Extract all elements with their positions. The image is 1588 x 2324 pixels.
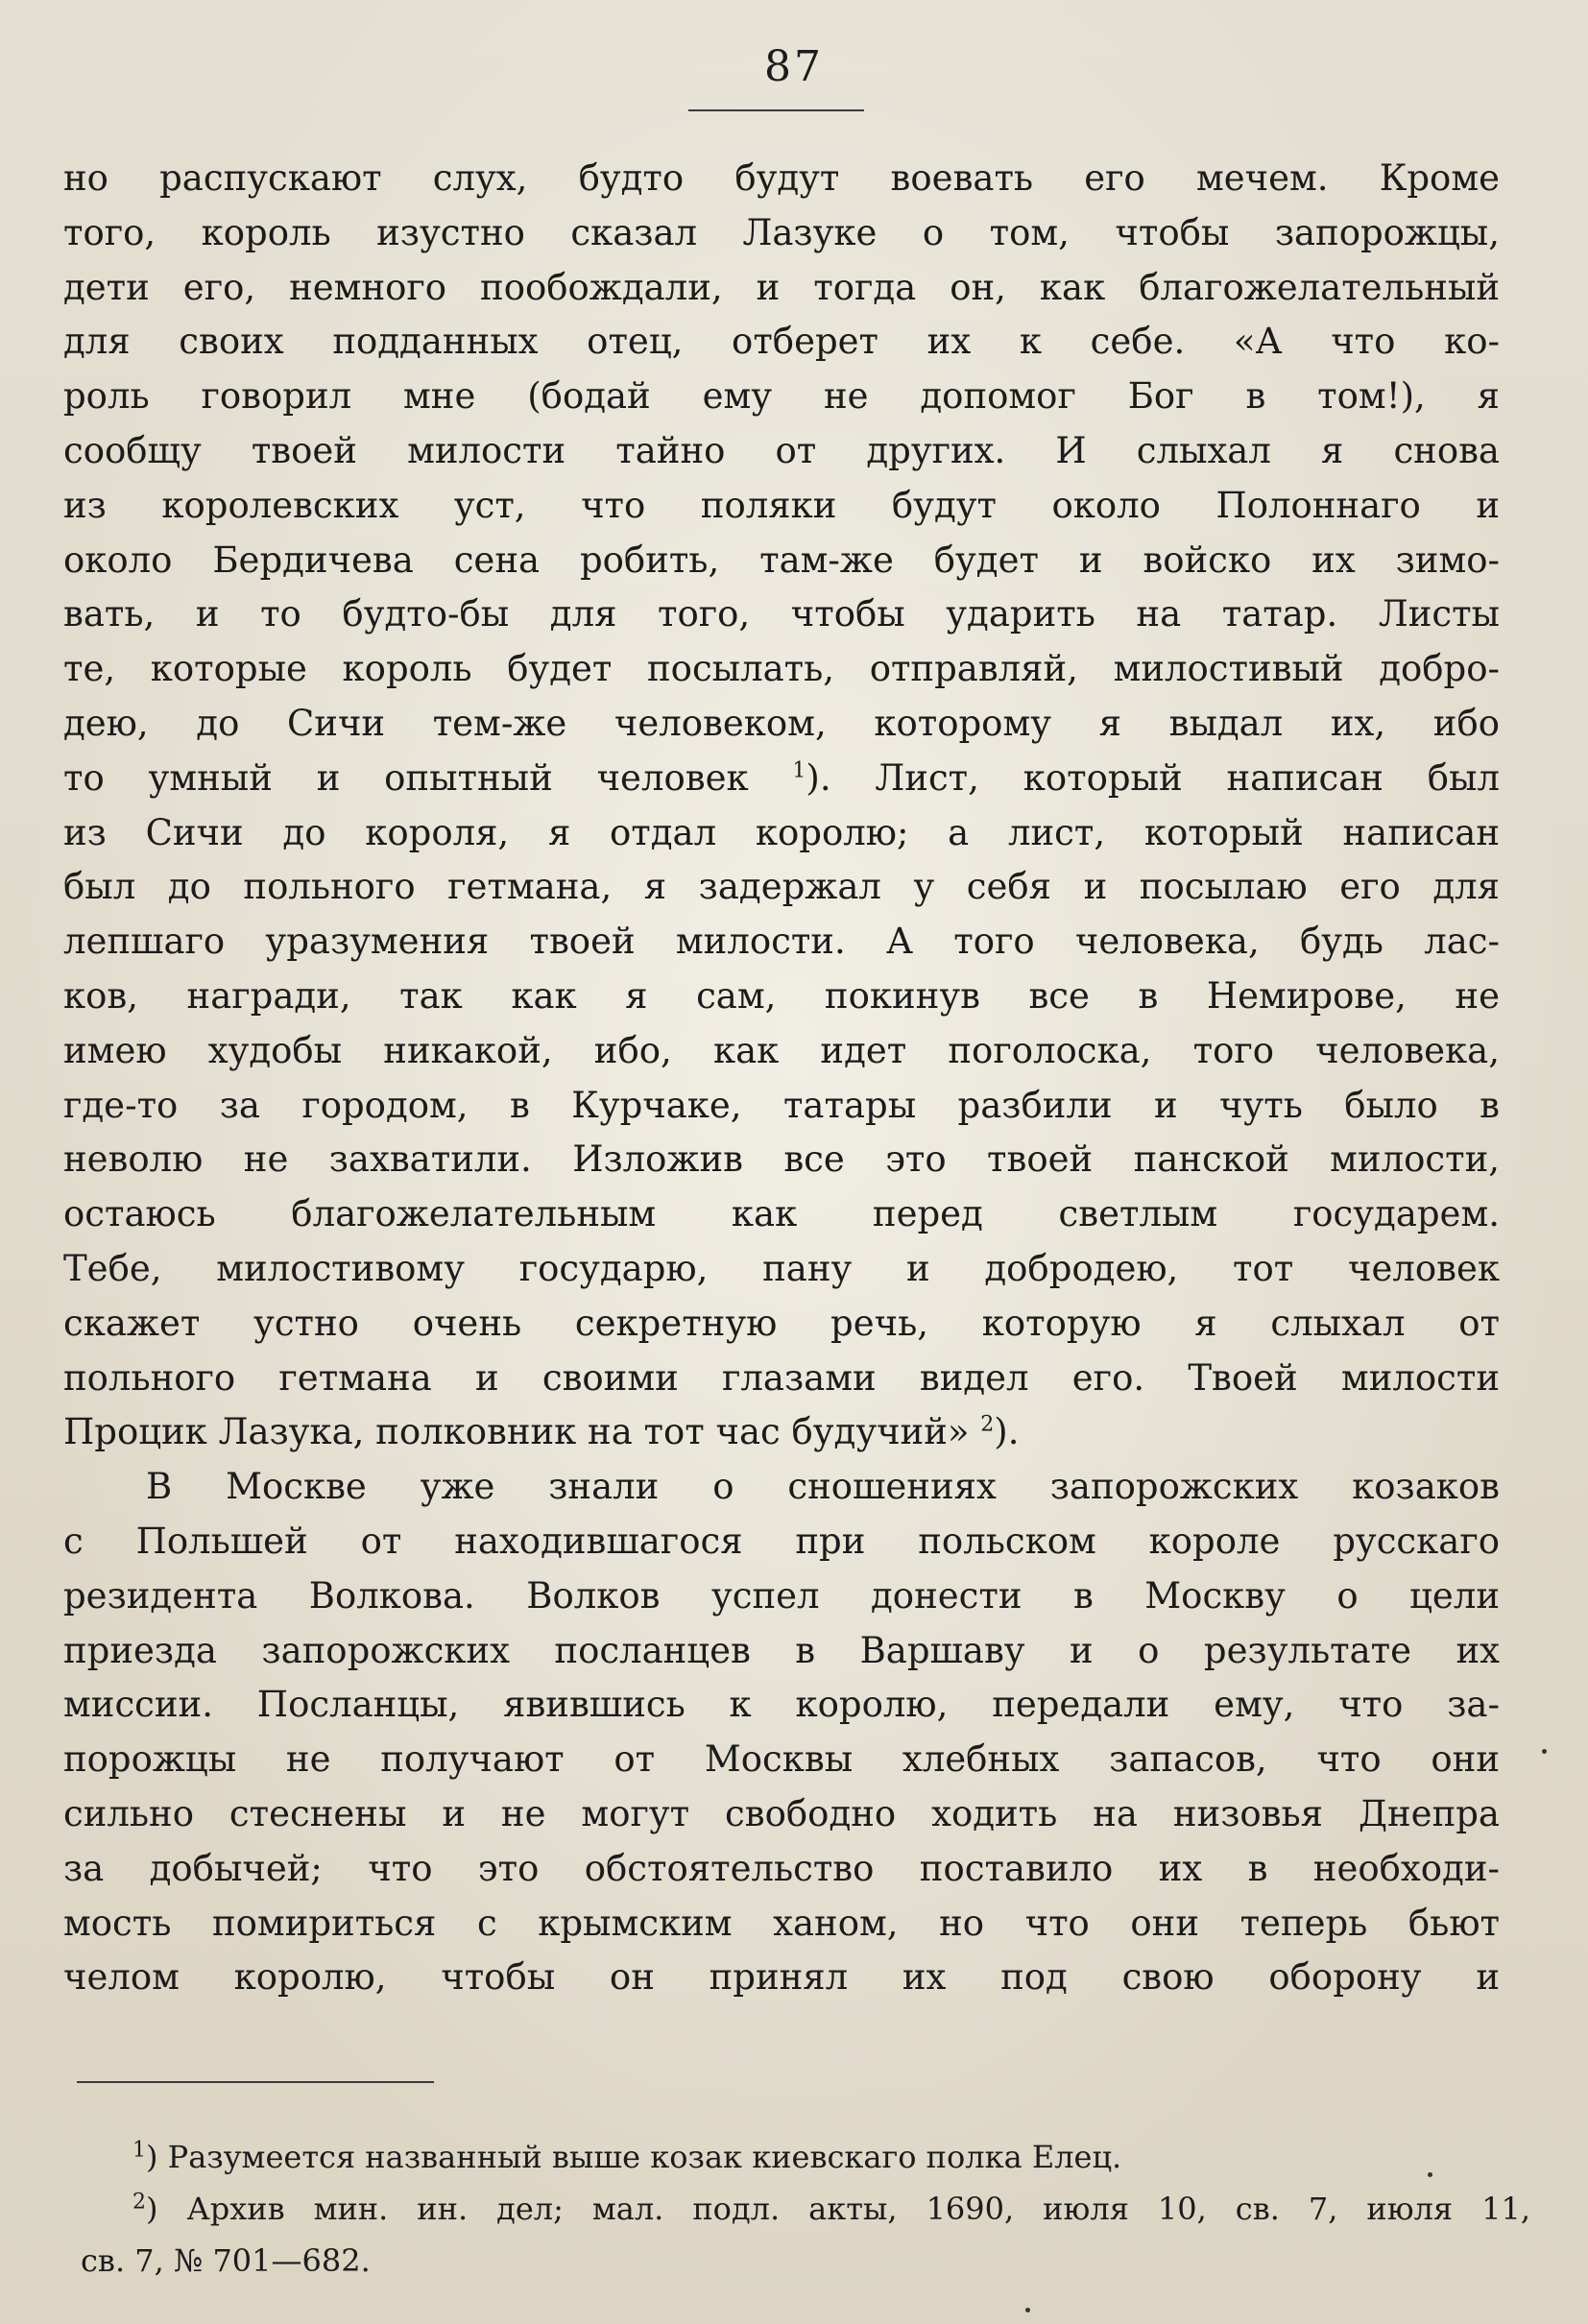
footnote-text: ) Разумеется названный выше козак киевскаго полка Елец. [146,2139,1122,2175]
text-line: приезда запорожских посланцев в Варшаву и о результате их [63,1629,1500,1671]
footnote-1 [81,2131,1530,2183]
footnotes [81,2131,1530,2287]
text-line: для своих подданных отец, отберет их к себе. «А что ко- [63,321,1500,363]
text-line: лепшаго уразумения твоей милости. А того человека, будь лас- [63,921,1500,963]
text-line: миссии. Посланцы, явившись к королю, передали ему, что за- [63,1684,1500,1726]
footnote-ref-2: 2 [980,1413,995,1437]
footnote-2 [81,2183,1530,2235]
header-rule [688,109,864,111]
text-line: был до польного гетмана, я задержал у себя и посылаю его для [63,866,1500,908]
text-line: мость помириться с крымским ханом, но что они теперь бьют [63,1902,1500,1944]
text-line-with-footnote-2 [63,1405,1500,1460]
text-line: но распускают слух, будто будут воевать его мечем. Кроме [63,157,1500,199]
text-line: ков, награди, так как я сам, покинув все в Немирове, не [63,974,1500,1017]
text-line-with-footnote-1 [63,752,1500,806]
text-line: сильно стеснены и не могут свободно ходить на низовья Днепра [63,1792,1500,1834]
text-line: имею худобы никакой, ибо, как идет поголоска, того человека, [63,1029,1500,1071]
text-line: того, король изустно сказал Лазуке о том, чтобы запорожцы, [63,211,1500,253]
footnote-text: ) Архив мин. ин. дел; мал. подл. акты, 1690, июля 10, св. 7, июля 11, [146,2191,1530,2227]
text-line: из Сичи до короля, я отдал королю; а лист, который написан [63,811,1500,853]
page-number: 87 [764,42,824,91]
footnote-mark: 1 [132,2138,146,2163]
print-speck [1025,2308,1030,2312]
footnote-mark: 2 [132,2190,146,2215]
text-line: из королевских уст, что поляки будут около Полоннаго и [63,484,1500,526]
text-line: роль говорил мне (бодай ему не допомог Бог в том!), я [63,375,1500,418]
text-line: около Бердичева сена робить, там-же будет и войско их зимо- [63,539,1500,581]
text-line: порожцы не получают от Москвы хлебных запасов, что они [63,1738,1500,1781]
text-line: дети его, немного пообождали, и тогда он, как благожелательный [63,266,1500,308]
text-line: челом королю, чтобы он принял их под свою оборону и [63,1956,1500,1999]
print-speck [1428,2172,1432,2177]
text-segment: то умный и опытный человек [63,756,749,799]
print-speck [1542,1749,1547,1754]
text-line: остаюсь благожелательным как перед светлым государем. [63,1193,1500,1235]
text-line: Тебе, милостивому государю, пану и добродею, тот человек [63,1247,1500,1289]
footnote-2-continued: св. 7, № 701—682. [81,2242,371,2279]
text-line: где-то за городом, в Курчаке, татары разбили и чуть было в [63,1084,1500,1126]
text-segment: Процик Лазука, полковник на тот час будучий» [63,1411,970,1453]
paragraph-start-line: В Москве уже знали о сношениях запорожских козаков [146,1466,1500,1508]
text-line: польного гетмана и своими глазами видел его. Твоей милости [63,1356,1500,1399]
text-line: резидента Волкова. Волков успел донести в Москву о цели [63,1574,1500,1617]
footnote-rule [77,2081,434,2083]
text-line: неволю не захватили. Изложив все это твоей панской милости, [63,1138,1500,1181]
body-text [63,152,1500,2005]
text-segment: ). Лист, который написан был [806,756,1500,799]
text-line: с Польшей от находившагося при польском короле русскаго [63,1520,1500,1562]
footnote-ref-1: 1 [792,758,806,783]
text-segment: ). [994,1411,1020,1453]
text-line: вать, и то будто-бы для того, чтобы ударить на татар. Листы [63,593,1500,635]
text-line: те, которые король будет посылать, отправляй, милостивый добро- [63,648,1500,690]
text-line: скажет устно очень секретную речь, которую я слыхал от [63,1302,1500,1344]
text-line: за добычей; что это обстоятельство поставило их в необходи- [63,1847,1500,1889]
text-line: сообщу твоей милости тайно от других. И слыхал я снова [63,429,1500,471]
text-line: дею, до Сичи тем-же человеком, которому я выдал их, ибо [63,702,1500,744]
